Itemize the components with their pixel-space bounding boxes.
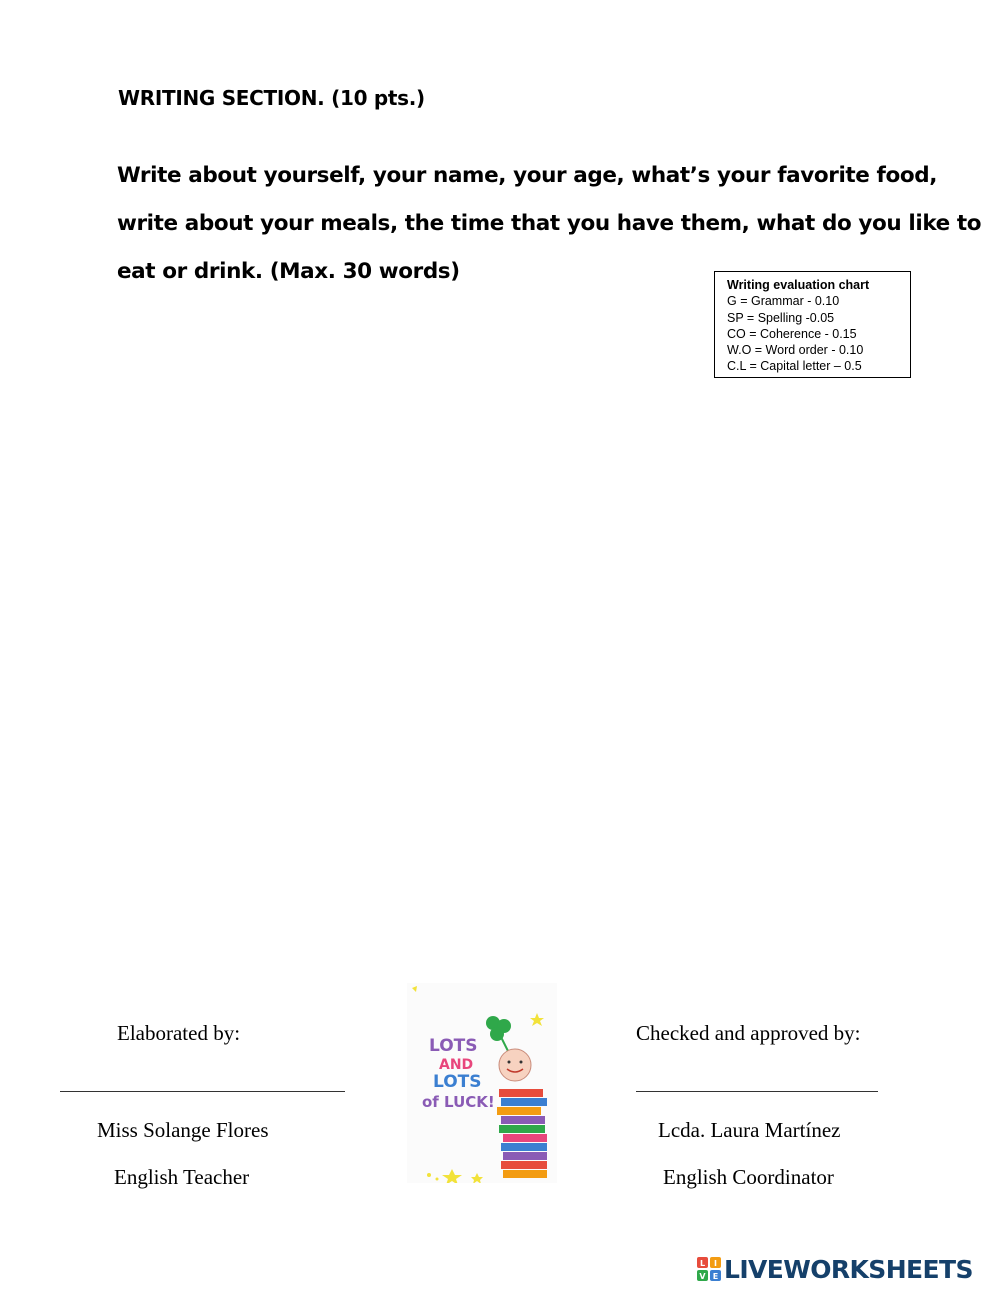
evaluation-chart-row: C.L = Capital letter – 0.5 <box>727 359 862 374</box>
svg-text:L: L <box>699 1259 706 1268</box>
svg-text:I: I <box>714 1259 717 1268</box>
teacher-signature-line <box>60 1091 345 1092</box>
teacher-name: Miss Solange Flores <box>97 1118 269 1142</box>
luck-text: LOTS <box>433 1072 482 1092</box>
prompt-line: write about your meals, the time that you have them, what do you like to <box>117 211 982 236</box>
evaluation-chart-title: Writing evaluation chart <box>727 278 870 292</box>
coordinator-role: English Coordinator <box>663 1165 834 1189</box>
liveworksheets-logo <box>697 1254 973 1284</box>
evaluation-chart-row: W.O = Word order - 0.10 <box>727 343 864 358</box>
child-figure-icon <box>499 1049 531 1081</box>
elaborated-by-label: Elaborated by: <box>117 1021 241 1045</box>
evaluation-chart-row: SP = Spelling -0.05 <box>727 310 835 325</box>
luck-text: AND <box>439 1057 474 1073</box>
prompt-line: Write about yourself, your name, your age, what’s your favorite food, <box>117 163 938 188</box>
liveworksheets-logo-icon <box>697 1257 721 1281</box>
luck-text: LOTS <box>429 1036 478 1056</box>
liveworksheets-logo-text: LIVEWORKSHEETS <box>724 1254 973 1284</box>
svg-text:V: V <box>699 1272 706 1281</box>
evaluation-chart-row: CO = Coherence - 0.15 <box>727 326 857 341</box>
good-luck-illustration <box>407 983 557 1183</box>
section-title: WRITING SECTION. (10 pts.) <box>118 86 425 110</box>
approved-by-label: Checked and approved by: <box>636 1021 861 1045</box>
luck-text: of LUCK! <box>422 1093 495 1111</box>
prompt-line: eat or drink. (Max. 30 words) <box>117 259 460 284</box>
svg-text:E: E <box>712 1272 719 1281</box>
coordinator-name: Lcda. Laura Martínez <box>658 1118 841 1142</box>
evaluation-chart-row: G = Grammar - 0.10 <box>727 294 840 309</box>
evaluation-chart <box>714 271 911 378</box>
teacher-role: English Teacher <box>114 1165 250 1189</box>
coordinator-signature-line <box>636 1091 878 1092</box>
